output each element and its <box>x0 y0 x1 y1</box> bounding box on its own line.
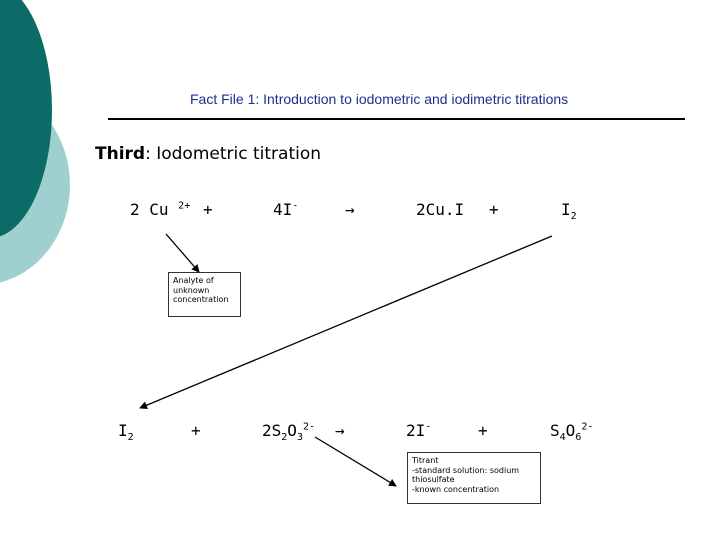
iodine-transfer-arrow <box>140 236 552 408</box>
heading-rest: : Iodometric titration <box>145 144 322 164</box>
heading-bold: Third <box>95 144 146 164</box>
titrant-arrow <box>315 437 396 486</box>
r2-thiosulfate: $2S_2O_3^{2-}$ <box>262 421 316 444</box>
titrant-note-line: -known concentration <box>412 484 500 494</box>
titrant-note-line: -standard solution: sodium <box>412 465 520 475</box>
analyte-arrow <box>166 234 199 272</box>
analyte-note-line: unknown <box>173 285 210 295</box>
r2-tetrathionate: $S_4O_6^{2-}$ <box>550 421 594 444</box>
titrant-note-line: thiosulfate <box>412 475 455 484</box>
r2-plus-2: + <box>478 421 488 440</box>
analyte-note-line: Analyte of <box>173 276 214 285</box>
r2-iodide: 2I- <box>406 421 432 440</box>
r2-plus-1: + <box>191 421 201 440</box>
r1-arrow: → <box>345 200 355 219</box>
r1-plus-2: + <box>489 200 499 219</box>
r1-copper-ion: 2 Cu $^{2+}$ <box>130 200 191 219</box>
r1-iodine: $I_2$ <box>561 200 577 223</box>
r1-iodide: 4I- <box>273 200 299 219</box>
page-title: Fact File 1: Introduction to iodometric and iodimetric titrations <box>190 91 569 107</box>
titrant-note-line: Titrant <box>412 456 439 465</box>
r2-arrow: → <box>335 421 345 440</box>
analyte-note-line: concentration <box>173 295 229 304</box>
r2-iodine: $I_2$ <box>118 421 134 444</box>
r1-plus-1: + <box>203 200 213 219</box>
r1-copper-iodide: 2Cu.I <box>416 200 465 219</box>
